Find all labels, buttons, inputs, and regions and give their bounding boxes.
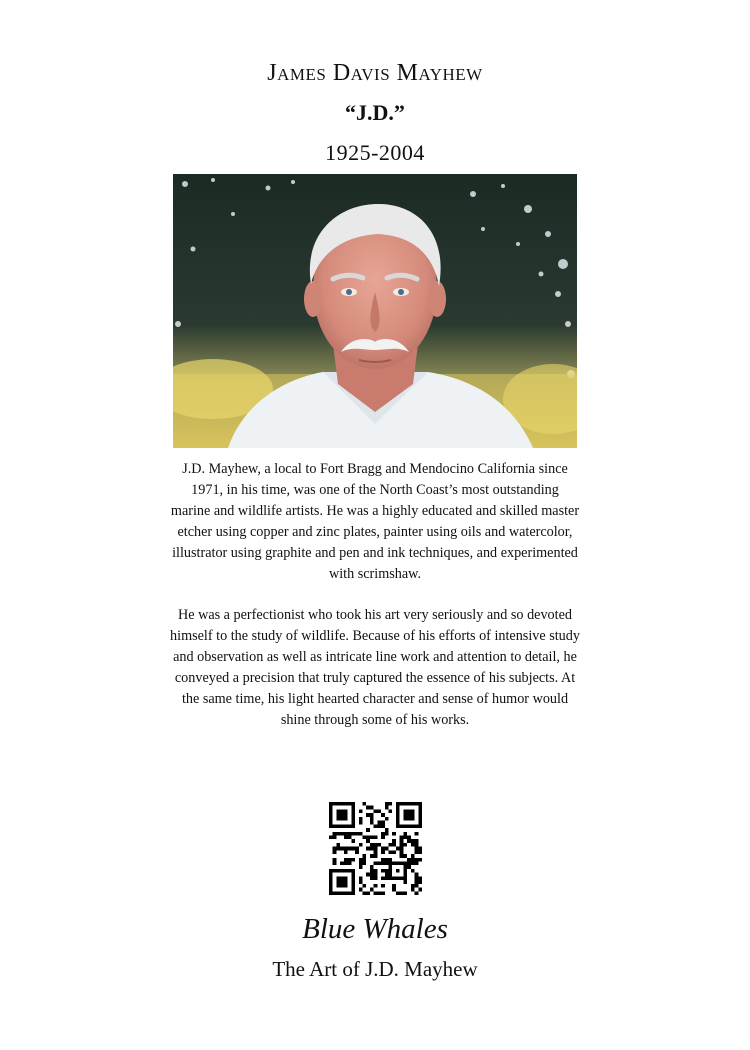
artist-name: James Davis Mayhew — [267, 60, 483, 86]
artist-nickname: “J.D.” — [345, 100, 405, 125]
exhibit-title: Blue Whales — [302, 913, 448, 945]
exhibit-subtitle: The Art of J.D. Mayhew — [272, 957, 478, 981]
bio-paragraph-2: He was a perfectionist who took his art very seriously and so devoted himself to the study of wildlife. Because of his efforts of intensive study and observation as well as intricate line work and attention to detail, he conveyed a precision that truly captured the essence of his subjects. At the same time, his light hearted character and sense of humor would shine through some of his works. — [170, 607, 580, 728]
qr-code-icon[interactable] — [329, 802, 422, 895]
portrait-photo — [173, 174, 577, 448]
bio-paragraph-1: J.D. Mayhew, a local to Fort Bragg and Mendocino California since 1971, in his time, was one of the North Coast’s most outstanding marine and wildlife artists. He was a highly educated and skilled master etcher using copper and zinc plates, painter using oils and watercolor, illustrator using graphite and pen and ink techniques, and experimented with scrimshaw. — [170, 461, 580, 582]
artist-years: 1925-2004 — [325, 140, 425, 165]
